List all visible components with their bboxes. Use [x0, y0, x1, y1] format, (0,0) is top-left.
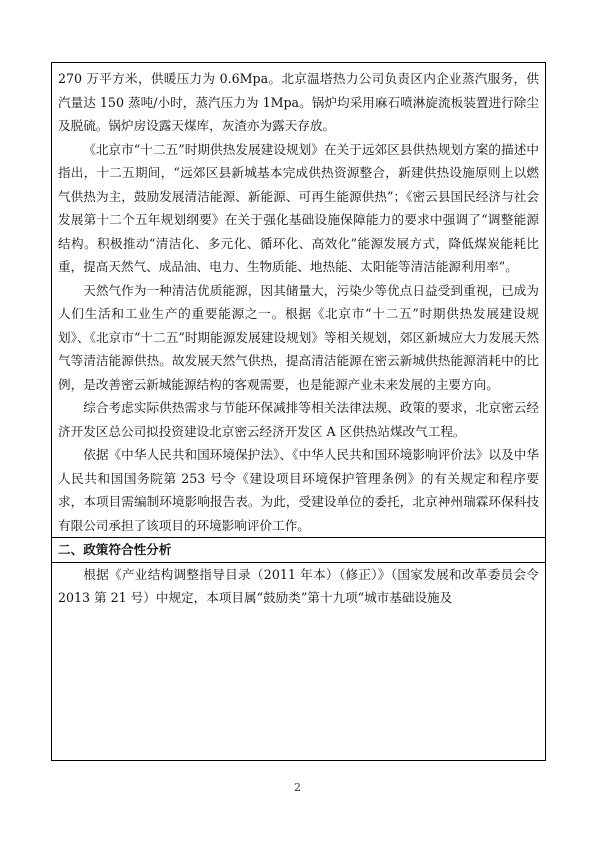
paragraph: 270 万平方米，供暖压力为 0.6Mpa。北京温塔热力公司负责区内企业蒸汽服务，供汽量达 150 蒸吨/小时，蒸汽压力为 1Mpa。锅炉均采用麻石喷淋旋流板装置进行除尘及脱硫。锅炉房设露天煤库，灰渣亦为露天存放。 [58, 71, 539, 133]
content-area-section [52, 538, 545, 562]
page-number: 2 [294, 781, 301, 794]
content-area [52, 63, 545, 537]
document-frame [51, 62, 546, 761]
content-area-bottom [52, 563, 545, 610]
paragraph-group-top [58, 67, 539, 537]
paragraph: 依据《中华人民共和国环境保护法》、《中华人民共和国环境影响评价法》以及中华人民共和国国务院第 253 号令《建设项目环境保护管理条例》的有关规定和程序要求，本项目需编制环境影响报告表。为此，受建设单位的委托，北京神州瑞霖环保科技有限公司承担了该项目的环境影响评价工作。 [58, 447, 539, 533]
paragraph-group-bottom [58, 563, 539, 610]
section-heading: 二、政策符合性分析 [58, 542, 172, 557]
paragraph: 《北京市“十二五”时期供热发展建设规划》在关于远郊区县供热规划方案的描述中指出，十二五期间，“远郊区县新城基本完成供热资源整合，新建供热设施原则上以燃气供热为主，鼓励发展清洁能源、新能源、可再生能源供热”；《密云县国民经济与社会发展第十二个五年规划纲要》在关于强化基础设施保障能力的要求中强调了“调整能源结构。积极推动“清洁化、多元化、循环化、高效化”能源发展方式，降低煤炭能耗比重，提高天然气、成品油、电力、生物质能、地热能、太阳能等清洁能源利用率”。 [58, 141, 539, 274]
paragraph: 根据《产业结构调整指导目录（2011 年本）（修正）》（国家发展和改革委员会令 2013 第 21 号）中规定，本项目属“鼓励类”第十九项“城市基础设施及 [58, 566, 539, 605]
paragraph: 天然气作为一种清洁优质能源，因其储量大，污染少等优点日益受到重视，已成为人们生活和工业生产的重要能源之一。根据《北京市“十二五”时期供热发展建设规划》、《北京市“十二五”时期能源发展建设规划》等相关规划，郊区新城应大力发展天然气等清洁能源供热。故发展天然气供热，提高清洁能源在密云新城供热能源消耗中的比例，是改善密云新城能源结构的客观需要，也是能源产业未来发展的主要方向。 [58, 282, 539, 392]
paragraph: 综合考虑实际供热需求与节能环保减排等相关法律法规、政策的要求，北京密云经济开发区总公司拟投资建设北京密云经济开发区 A 区供热站煤改气工程。 [58, 400, 539, 439]
